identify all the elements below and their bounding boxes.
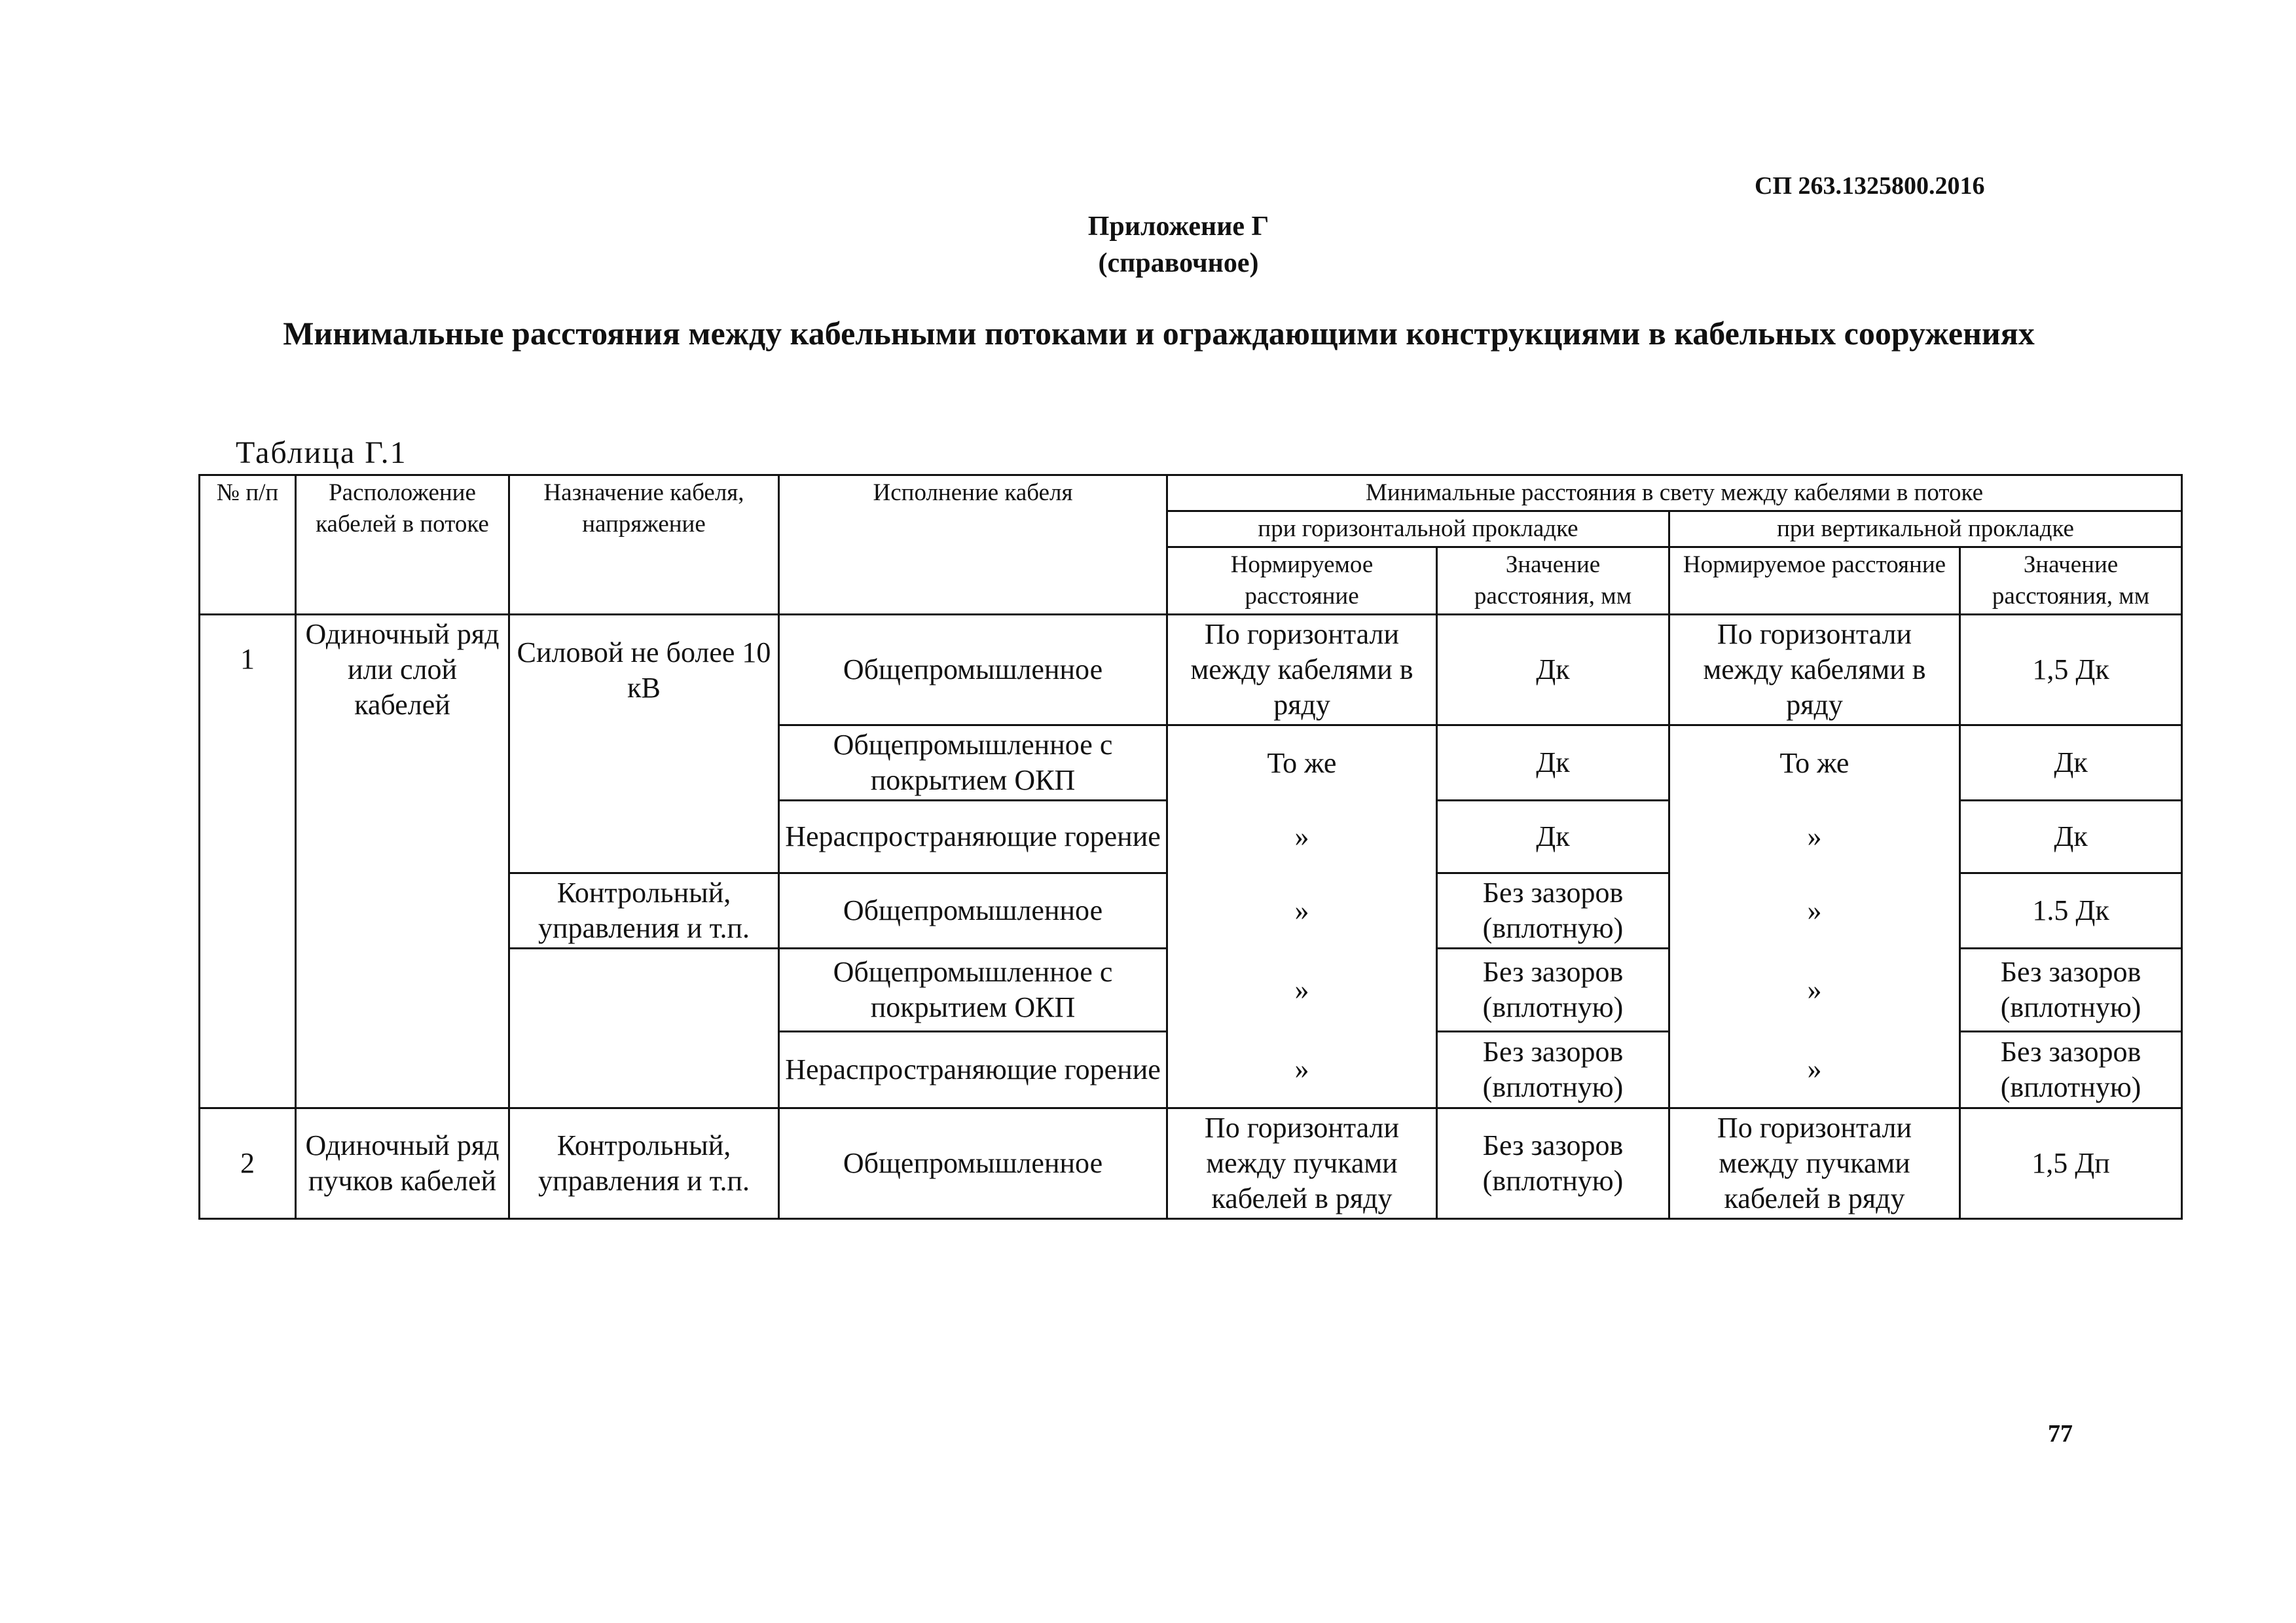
appendix-heading (720, 208, 1637, 282)
row-number: 1 (200, 615, 296, 1108)
vertical-norm: » (1669, 873, 1960, 949)
horizontal-value: Без зазоров (вплотную) (1437, 873, 1669, 949)
vertical-norm: » (1669, 949, 1960, 1032)
vertical-norm: » (1669, 1032, 1960, 1108)
cable-location: Одиночный ряд пучков кабелей (296, 1108, 509, 1219)
vertical-value: Без зазоров (вплотную) (1960, 949, 2182, 1032)
vertical-norm: » (1669, 801, 1960, 873)
vertical-value: 1,5 Дк (1960, 615, 2182, 725)
cable-purpose: Контрольный, управления и т.п. (509, 1108, 779, 1219)
header-vertical-value: Значение расстояния, мм (1960, 547, 2182, 615)
cable-location: Одиночный ряд или слой кабелей (296, 615, 509, 1108)
appendix-subtitle: (справочное) (1098, 248, 1259, 278)
cable-execution: Нераспространяющие горение (779, 1032, 1167, 1108)
header-min-distances: Минимальные расстояния в свету между кабелями в потоке (1167, 475, 2182, 511)
table-header-row (200, 475, 2182, 511)
vertical-value: 1,5 Дп (1960, 1108, 2182, 1219)
cable-execution: Общепромышленное (779, 873, 1167, 949)
vertical-value: Без зазоров (вплотную) (1960, 1032, 2182, 1108)
row-number: 2 (200, 1108, 296, 1219)
horizontal-value: Без зазоров (вплотную) (1437, 1032, 1669, 1108)
horizontal-norm: По горизонтали между кабелями в ряду (1167, 615, 1437, 725)
vertical-value: Дк (1960, 801, 2182, 873)
page-number: 77 (2048, 1420, 2073, 1448)
cable-purpose: Контрольный, управления и т.п. (509, 873, 779, 949)
vertical-norm: По горизонтали между пучками кабелей в ряду (1669, 1108, 1960, 1219)
appendix-title: Приложение Г (1087, 211, 1269, 242)
vertical-value: 1.5 Дк (1960, 873, 2182, 949)
header-num: № п/п (200, 475, 296, 615)
horizontal-norm: То же (1167, 725, 1437, 801)
cable-execution: Общепромышленное (779, 1108, 1167, 1219)
header-horizontal-norm: Нормируемое расстояние (1167, 547, 1437, 615)
vertical-value: Дк (1960, 725, 2182, 801)
horizontal-norm: » (1167, 801, 1437, 873)
distances-table (198, 474, 2183, 1220)
header-horizontal-value: Значение расстояния, мм (1437, 547, 1669, 615)
horizontal-value: Дк (1437, 801, 1669, 873)
header-vertical-norm: Нормируемое расстояние (1669, 547, 1960, 615)
header-purpose: Назначение кабеля, напряжение (509, 475, 779, 615)
horizontal-norm: » (1167, 873, 1437, 949)
cable-execution: Нераспространяющие горение (779, 801, 1167, 873)
header-location: Расположение кабелей в потоке (296, 475, 509, 615)
horizontal-norm: По горизонтали между пучками кабелей в ряду (1167, 1108, 1437, 1219)
document-code: СП 263.1325800.2016 (1755, 172, 1985, 200)
horizontal-value: Дк (1437, 615, 1669, 725)
horizontal-value: Без зазоров (вплотную) (1437, 1108, 1669, 1219)
page-title: Минимальные расстояния между кабельными потоками и ограждающими конструкциями в кабельных сооружениях (283, 315, 2035, 352)
vertical-norm: По горизонтали между кабелями в ряду (1669, 615, 1960, 725)
header-horizontal: при горизонтальной прокладке (1167, 511, 1669, 547)
horizontal-value: Без зазоров (вплотную) (1437, 949, 1669, 1032)
cable-execution: Общепромышленное с покрытием ОКП (779, 949, 1167, 1032)
vertical-norm: То же (1669, 725, 1960, 801)
table-caption: Таблица Г.1 (236, 435, 407, 470)
cable-execution: Общепромышленное с покрытием ОКП (779, 725, 1167, 801)
horizontal-value: Дк (1437, 725, 1669, 801)
horizontal-norm: » (1167, 1032, 1437, 1108)
cable-purpose: Силовой не более 10 кВ (509, 615, 779, 873)
header-vertical: при вертикальной прокладке (1669, 511, 2182, 547)
table-row (200, 1108, 2182, 1219)
cable-purpose-empty (509, 949, 779, 1108)
table-row (200, 615, 2182, 725)
header-execution: Исполнение кабеля (779, 475, 1167, 615)
horizontal-norm: » (1167, 949, 1437, 1032)
cable-execution: Общепромышленное (779, 615, 1167, 725)
